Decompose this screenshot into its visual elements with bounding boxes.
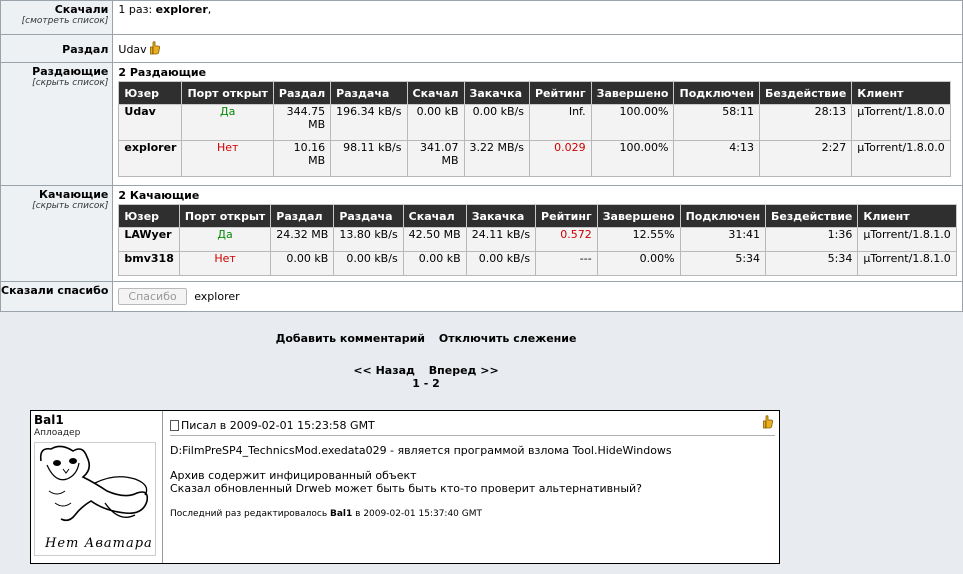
edited-date: в 2009-02-01 15:37:40 GMT xyxy=(355,509,483,519)
seeders-title: 2 Раздающие xyxy=(118,66,207,79)
downloaded-user-link[interactable]: explorer xyxy=(155,3,208,16)
peer-user[interactable]: explorer xyxy=(119,141,182,177)
peer-uploaded: 344.75 MB xyxy=(273,105,330,141)
peer-rating: --- xyxy=(536,252,598,276)
leechers-label: Качающие xyxy=(38,188,109,201)
col-port[interactable]: Порт открыт xyxy=(182,82,273,105)
peer-port: Да xyxy=(182,105,273,141)
thumb-up-icon xyxy=(150,41,160,55)
peer-download-speed: 24.11 kB/s xyxy=(466,228,535,252)
downloaded-label: Скачали xyxy=(54,3,109,16)
post-date: Писал в 2009-02-01 15:23:58 GMT xyxy=(181,418,375,432)
peer-idle: 28:13 xyxy=(759,105,851,141)
peer-client: µTorrent/1.8.1.0 xyxy=(858,228,956,252)
peer-port: Нет xyxy=(179,252,270,276)
thanks-value xyxy=(113,282,962,312)
col-connected[interactable]: Подключен xyxy=(674,82,759,105)
peer-completed: 12.55% xyxy=(597,228,680,252)
col-connected[interactable]: Подключен xyxy=(680,205,765,228)
peer-completed: 0.00% xyxy=(597,252,680,276)
seeders-label-cell xyxy=(1,63,113,186)
peer-completed: 100.00% xyxy=(591,105,674,141)
post-document-icon xyxy=(170,420,179,431)
peer-user[interactable]: LAWyer xyxy=(119,228,179,252)
peer-downloaded: 0.00 kB xyxy=(403,252,466,276)
col-completed[interactable]: Завершено xyxy=(597,205,680,228)
distributed-user-link[interactable]: Udav xyxy=(118,43,147,56)
peer-idle: 5:34 xyxy=(766,252,858,276)
col-completed[interactable]: Завершено xyxy=(591,82,674,105)
col-upload-speed[interactable]: Раздача xyxy=(331,82,407,105)
peer-rating: 0.029 xyxy=(529,141,591,177)
leechers-table xyxy=(118,204,956,276)
col-uploaded[interactable]: Раздал xyxy=(271,205,334,228)
peer-upload-speed: 0.00 kB/s xyxy=(334,252,403,276)
peer-upload-speed: 98.11 kB/s xyxy=(331,141,407,177)
downloaded-value xyxy=(113,1,962,35)
next-page-link[interactable]: Вперед >> xyxy=(428,364,499,377)
hide-leechers-link[interactable]: [скрыть список] xyxy=(32,201,109,211)
col-rating[interactable]: Рейтинг xyxy=(529,82,591,105)
col-client[interactable]: Клиент xyxy=(852,82,950,105)
distributed-label: Раздал xyxy=(62,43,109,56)
peer-uploaded: 0.00 kB xyxy=(271,252,334,276)
peer-download-speed: 0.00 kB/s xyxy=(464,105,529,141)
table-row xyxy=(119,228,956,252)
hide-seeders-link[interactable]: [скрыть список] xyxy=(32,78,109,88)
col-downloaded[interactable]: Скачал xyxy=(407,82,464,105)
distributed-value xyxy=(113,35,962,63)
thanks-label: Сказали спасибо xyxy=(1,284,109,297)
peer-idle: 2:27 xyxy=(759,141,851,177)
col-download-speed[interactable]: Закачка xyxy=(464,82,529,105)
post-edited-note xyxy=(170,509,775,519)
leechers-header-row xyxy=(119,205,956,228)
table-row xyxy=(119,252,956,276)
thanks-user-link[interactable]: explorer xyxy=(194,290,240,303)
col-uploaded[interactable]: Раздал xyxy=(273,82,330,105)
table-row xyxy=(119,141,950,177)
post-line: Архив содержит инфицированный объект xyxy=(170,469,417,482)
opossum-avatar-icon xyxy=(35,443,155,533)
prev-page-link[interactable]: << Назад xyxy=(353,364,415,377)
peer-client: µTorrent/1.8.0.0 xyxy=(852,105,950,141)
peer-uploaded: 10.16 MB xyxy=(273,141,330,177)
col-idle[interactable]: Бездействие xyxy=(759,82,851,105)
comment-post xyxy=(30,410,780,564)
post-author-role: Аплоадер xyxy=(34,428,81,438)
peer-user[interactable]: Udav xyxy=(119,105,182,141)
col-downloaded[interactable]: Скачал xyxy=(403,205,466,228)
peer-download-speed: 0.00 kB/s xyxy=(466,252,535,276)
peer-connected: 5:34 xyxy=(680,252,765,276)
peer-connected: 58:11 xyxy=(674,105,759,141)
col-rating[interactable]: Рейтинг xyxy=(536,205,598,228)
col-download-speed[interactable]: Закачка xyxy=(466,205,535,228)
seeders-table xyxy=(118,81,950,177)
post-line: D:FilmPreSP4_TechnicsMod.exedata029 - является программой взлома Tool.HideWindows xyxy=(170,444,672,457)
peer-upload-speed: 196.34 kB/s xyxy=(331,105,407,141)
avatar xyxy=(34,442,156,556)
peer-client: µTorrent/1.8.1.0 xyxy=(858,252,956,276)
peer-connected: 31:41 xyxy=(680,228,765,252)
thanks-label-cell xyxy=(1,282,113,312)
leechers-title: 2 Качающие xyxy=(118,189,200,202)
peer-downloaded: 0.00 kB xyxy=(407,105,464,141)
peer-client: µTorrent/1.8.0.0 xyxy=(852,141,950,177)
seeders-value xyxy=(113,63,962,186)
thumb-up-icon[interactable] xyxy=(763,415,773,429)
leechers-label-cell xyxy=(1,186,113,282)
unwatch-link[interactable]: Отключить слежение xyxy=(438,332,577,345)
comma: , xyxy=(207,3,212,16)
col-idle[interactable]: Бездействие xyxy=(766,205,858,228)
peer-user[interactable]: bmv318 xyxy=(119,252,179,276)
col-upload-speed[interactable]: Раздача xyxy=(334,205,403,228)
post-line: Сказал обновленный Drweb может быть быть кто-то проверит альтернативный? xyxy=(170,482,642,495)
seeders-header-row xyxy=(119,82,950,105)
col-port[interactable]: Порт открыт xyxy=(179,205,270,228)
col-user[interactable]: Юзер xyxy=(119,205,179,228)
peer-rating: 0.572 xyxy=(536,228,598,252)
page-range: 1 - 2 xyxy=(412,377,440,390)
post-body xyxy=(163,411,779,563)
col-client[interactable]: Клиент xyxy=(858,205,956,228)
col-user[interactable]: Юзер xyxy=(119,82,182,105)
pagination xyxy=(0,364,852,377)
thanks-button[interactable]: Спасибо xyxy=(118,288,186,305)
downloaded-times: 1 раз: xyxy=(118,3,153,16)
peer-downloaded: 341.07 MB xyxy=(407,141,464,177)
peer-port: Нет xyxy=(182,141,273,177)
peer-download-speed: 3.22 MB/s xyxy=(464,141,529,177)
peer-idle: 1:36 xyxy=(766,228,858,252)
topic-actions xyxy=(0,332,852,345)
avatar-placeholder-text: Нет Аватара xyxy=(45,536,153,551)
peer-completed: 100.00% xyxy=(591,141,674,177)
add-comment-link[interactable]: Добавить комментарий xyxy=(275,332,426,345)
distributed-label-cell xyxy=(1,35,113,63)
post-text xyxy=(170,444,775,495)
peer-connected: 4:13 xyxy=(674,141,759,177)
show-list-link[interactable]: [смотреть список] xyxy=(21,16,109,26)
table-row xyxy=(119,105,950,141)
post-author-panel xyxy=(31,411,163,563)
edited-user[interactable]: Bal1 xyxy=(330,509,353,519)
peer-upload-speed: 13.80 kB/s xyxy=(334,228,403,252)
peer-uploaded: 24.32 MB xyxy=(271,228,334,252)
peer-port: Да xyxy=(179,228,270,252)
edited-prefix: Последний раз редактировалось xyxy=(170,509,328,519)
downloaded-label-cell xyxy=(1,1,113,35)
post-author-name[interactable]: Bal1 xyxy=(34,413,64,427)
seeders-label: Раздающие xyxy=(32,65,109,78)
post-header xyxy=(170,415,775,436)
peer-rating: Inf. xyxy=(529,105,591,141)
peer-downloaded: 42.50 MB xyxy=(403,228,466,252)
leechers-value xyxy=(113,186,962,282)
